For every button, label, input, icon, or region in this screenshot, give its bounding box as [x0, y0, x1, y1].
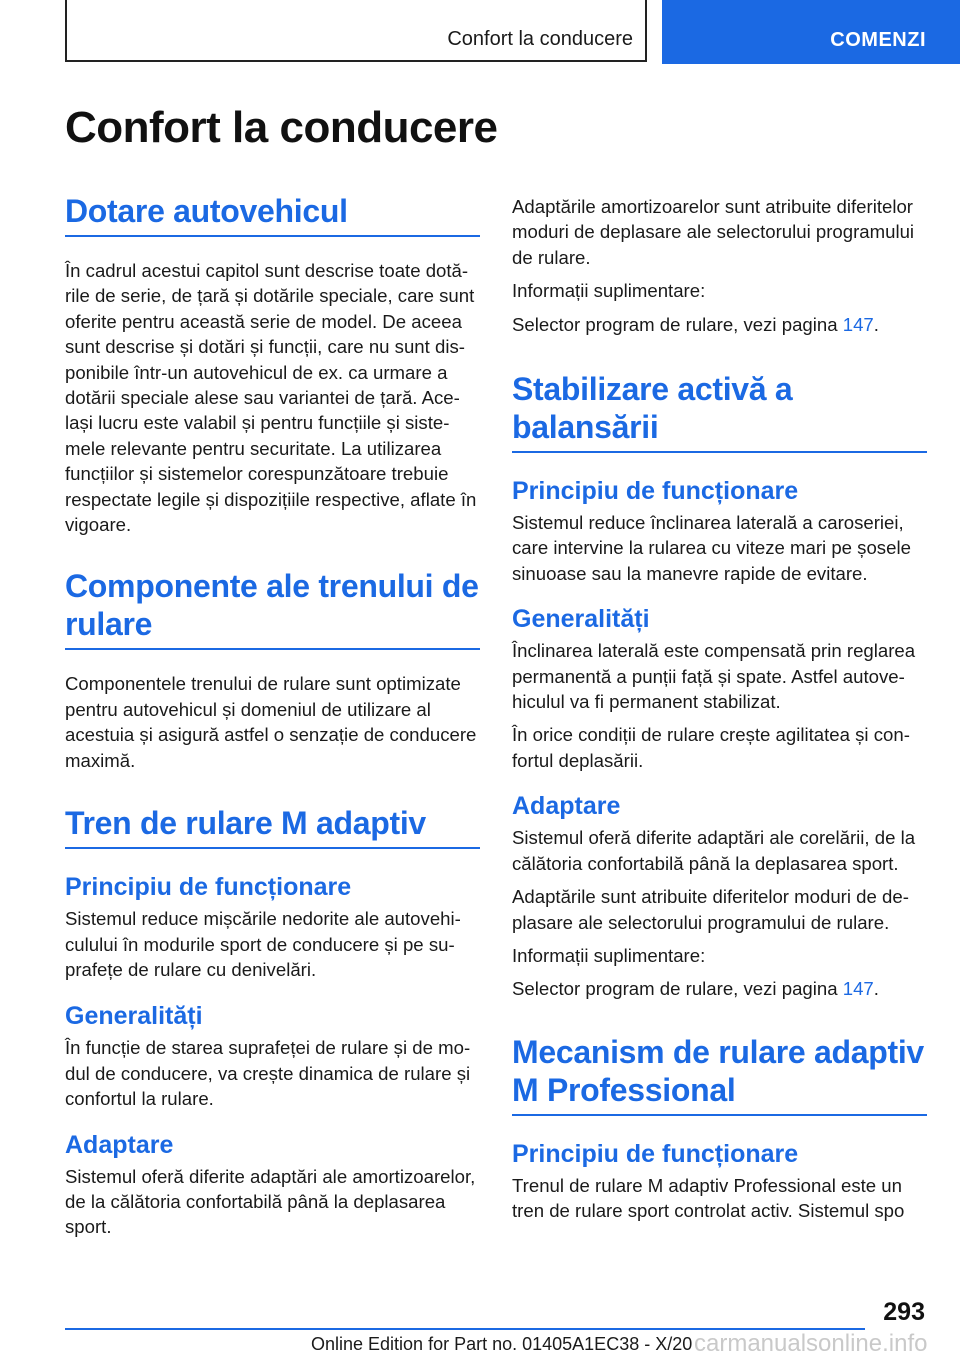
- header-section-tab: [65, 0, 647, 62]
- paragraph-adaptari-amortizoare: Adaptările amortizoarelor sunt atribuite diferitelor moduri de deplasare ale selectorului programului de rulare.: [512, 196, 915, 268]
- paragraph-info-label: Informații suplimentare:: [512, 280, 706, 302]
- paragraph-adaptare-info-label: Informații suplimentare:: [512, 944, 706, 966]
- paragraph-principiu-mecanism: Trenul de rulare M adaptiv Professional este un tren de rulare sport controlat activ. Sistemul spo: [512, 1174, 905, 1222]
- paragraph-selector-ref: [512, 312, 927, 337]
- page-number: 293: [883, 1298, 925, 1326]
- paragraph-adaptare-stabilizare-1: Sistemul oferă diferite adaptări ale corelării, de la călătoria confortabilă până la deplasarea sport.: [512, 827, 916, 874]
- subheading-adaptare-stabilizare: Adaptare: [512, 792, 621, 821]
- subheading-principiu-mecanism: Principiu de funcționare: [512, 1139, 799, 1168]
- header-active-tab-label: COMENZI: [830, 29, 926, 51]
- paragraph-adaptare: Sistemul oferă diferite adaptări ale amortizoarelor, de la călătoria confortabilă până la deplasarea sport.: [65, 1165, 476, 1238]
- paragraph-principiu-stabilizare: Sistemul reduce înclinarea laterală a caroseriei, care intervine la rularea cu viteze mari pe șosele sinuoase sau la manevre rapide de evitare.: [512, 512, 911, 584]
- selector-ref-text: Selector program de rulare, vezi pagina: [512, 313, 843, 335]
- paragraph-adaptare-selector-ref: [512, 976, 927, 1001]
- header-section-title: Confort la conducere: [447, 28, 633, 50]
- adaptare-selector-ref-text: Selector program de rulare, vezi pagina: [512, 978, 843, 1000]
- paragraph-componente: Componentele trenului de rulare sunt optimizate pentru autovehicul și domeniul de utilizare al acestuia și asigură astfel o senzație de conducere maximă.: [65, 673, 477, 771]
- selector-ref-dot: .: [873, 313, 879, 335]
- paragraph-generalitati: În funcție de starea suprafeței de rulare și de modul de conducere, va crește dinamica de rulare și confortul la rulare.: [65, 1037, 471, 1110]
- watermark: carmanualsonline.info: [694, 1330, 928, 1357]
- adaptare-selector-ref-dot: .: [873, 978, 879, 1000]
- heading-componente: Componente ale trenului de rulare: [65, 567, 480, 650]
- subheading-generalitati: Generalități: [65, 1002, 203, 1031]
- heading-mecanism: Mecanism de rulare adaptiv M Professional: [512, 1033, 927, 1116]
- subheading-principiu-stabilizare: Principiu de funcționare: [512, 477, 799, 506]
- chapter-title: Confort la conducere: [65, 103, 498, 152]
- paragraph-dotare: În cadrul acestui capitol sunt descrise toate dotările de serie, de țară și dotările speciale, care sunt oferite pentru această serie de model. De aceea sunt descrise și dotări și funcții, care nu sunt disponibile într‑un autovehicul de ex. ca urmare a dotării speciale alese sau variantei de țară. Același lucru este valabil și pentru funcțiile și sistemele relevante pentru securitate. La utilizarea funcțiilor și sistemelor corespunzătoare trebuie respectate legile și dispozițiile respective, aflate în vigoare.: [65, 260, 477, 536]
- heading-tren-rulare: Tren de rulare M adaptiv: [65, 804, 480, 849]
- heading-stabilizare: Stabilizare activă a balansării: [512, 370, 927, 453]
- heading-dotare: Dotare autovehicul: [65, 192, 480, 237]
- paragraph-principiu: Sistemul reduce mișcările nedorite ale autovehiculului în modurile sport de conducere și pe suprafețe de rulare cu denivelări.: [65, 908, 461, 980]
- page-link-147[interactable]: 147: [842, 313, 874, 335]
- paragraph-adaptare-stabilizare-2: Adaptările sunt atribuite diferitelor moduri de deplasare ale selectorului programului de rulare.: [512, 886, 909, 933]
- paragraph-generalitati-stabilizare-2: În orice condiții de rulare crește agilitatea și confortul deplasării.: [512, 724, 910, 771]
- paragraph-generalitati-stabilizare-1: Înclinarea laterală este compensată prin reglarea permanentă a punții față și spate. Astfel autovehiculul va fi permanent stabilizat.: [512, 640, 916, 713]
- footer-edition: Online Edition for Part no. 01405A1EC38 - X/20: [311, 1334, 693, 1354]
- page-link-147-second[interactable]: 147: [842, 978, 874, 1000]
- subheading-adaptare: Adaptare: [65, 1130, 174, 1159]
- subheading-principiu: Principiu de funcționare: [65, 873, 352, 902]
- right-column: [512, 194, 927, 1224]
- subheading-generalitati-stabilizare: Generalități: [512, 605, 650, 634]
- left-column: [65, 192, 480, 1240]
- header-active-tab[interactable]: [662, 0, 960, 64]
